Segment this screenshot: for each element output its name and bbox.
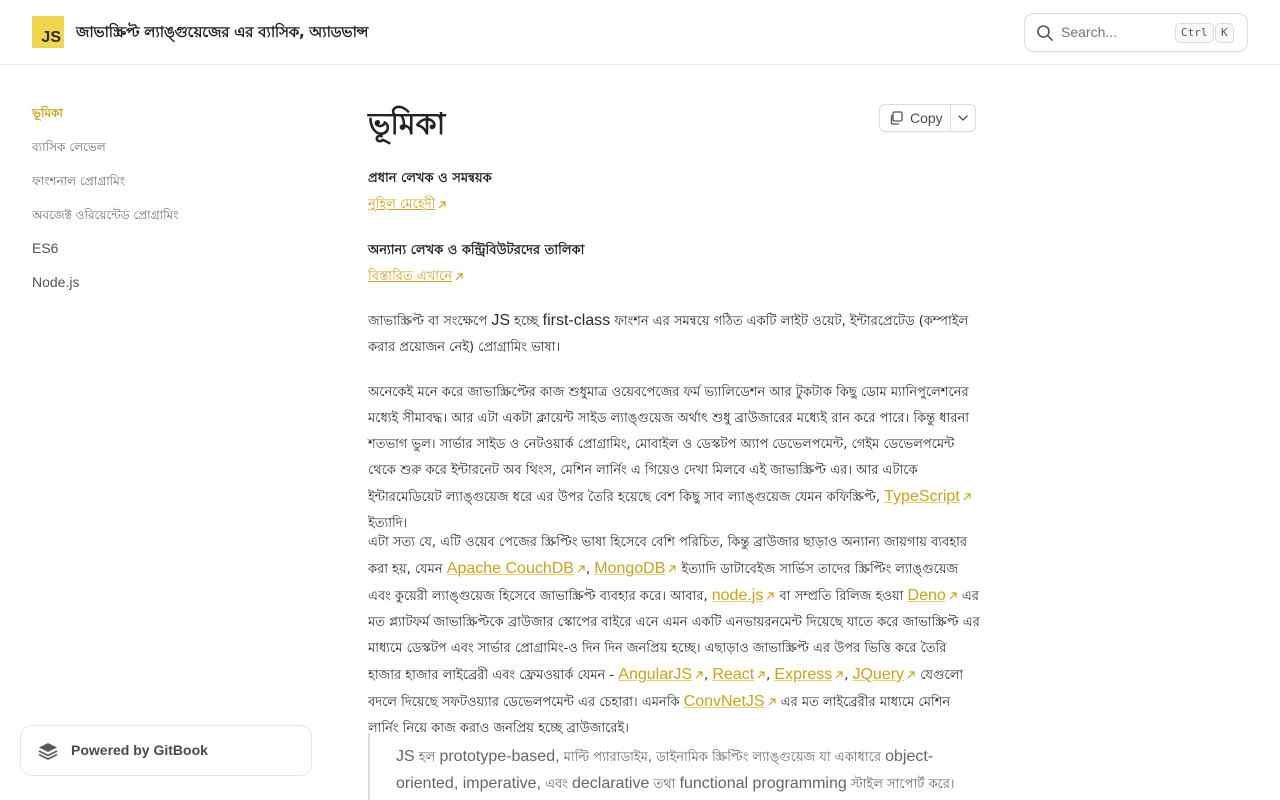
link-text: MongoDB: [594, 560, 666, 577]
external-link-icon: [767, 697, 777, 707]
intro-paragraph-3: [368, 530, 980, 742]
text-span: prototype-based,: [439, 748, 560, 765]
sidebar-item-nodejs[interactable]: Node.js: [32, 274, 80, 290]
sidebar-item-es6[interactable]: ES6: [32, 240, 59, 256]
couchdb-link[interactable]: [447, 560, 586, 577]
react-link[interactable]: [712, 666, 766, 683]
external-link-icon: [834, 670, 844, 680]
contributors-link[interactable]: [368, 267, 464, 288]
text-span: যেগুলো বদলে দিয়েছে সফটওয়্যার ডেভেলপমেন্ট এর চেহারা। এমনকি: [368, 668, 964, 710]
external-link-icon: [948, 591, 958, 601]
sidebar-item-oop[interactable]: অবজেক্ট ওরিয়েন্টেড প্রোগ্রামিং: [32, 208, 179, 222]
powered-by-gitbook-button[interactable]: [20, 725, 312, 776]
link-text: ConvNetJS: [683, 693, 765, 710]
text-span: মাল্টি প্যারাডাইম, ডাইনামিক স্ক্রিপ্টিং ল্যাঙ্গুয়েজ যা একাধারে: [559, 750, 886, 765]
shortcut-ctrl-key: Ctrl: [1175, 23, 1214, 43]
external-link-icon: [694, 670, 704, 680]
link-text: AngularJS: [618, 666, 693, 683]
link-text: JQuery: [852, 666, 905, 683]
mongodb-link[interactable]: [594, 560, 677, 577]
typescript-link[interactable]: [884, 488, 972, 505]
blockquote-text: [396, 744, 976, 798]
text-span: first-class: [542, 312, 611, 329]
link-text: Deno: [907, 587, 946, 604]
text-span: declarative: [571, 775, 650, 792]
contributors-link-text: বিস্তারিত এখানে: [368, 269, 453, 284]
deno-link[interactable]: [908, 587, 958, 604]
link-text: React: [712, 666, 755, 683]
sidebar-item-functional-programming[interactable]: ফাংশনাল প্রোগ্রামিং: [32, 174, 125, 188]
intro-paragraph-1: [368, 308, 980, 361]
external-link-icon: [906, 670, 916, 680]
text-span: functional programming: [679, 775, 847, 792]
contributors-heading: অন্যান্য লেখক ও কন্ট্রিবিউটরদের তালিকা: [368, 243, 585, 258]
copy-icon: [889, 111, 903, 125]
lead-author-link-text: নুহিল মেহেদী: [368, 197, 436, 212]
copy-options-dropdown[interactable]: [951, 105, 975, 131]
link-text: Apache CouchDB: [446, 560, 574, 577]
text-span: ইত্যাদি ডাটাবেইজ সার্ভিস তাদের স্ক্রিপ্টিং ল্যাঙ্গুয়েজ এবং কুয়েরী ল্যাঙ্গুয়েজ হিসেবে জাভাস্ক্রিপ্ট ব্যবহার করে। আবার,: [368, 562, 959, 604]
text-span: বা সম্প্রতি রিলিজ হওয়া: [775, 589, 908, 604]
external-link-icon: [765, 591, 775, 601]
text-span: object-oriented, imperative,: [396, 748, 934, 792]
search-placeholder: Search...: [1061, 24, 1118, 40]
text-span: অনেকেই মনে করে জাভাস্ক্রিপ্টের কাজ শুধুমাত্র ওয়েবপেজের ফর্ম ভ্যালিডেশন আর টুকটাক কিছু ডোম ম্যানিপুলেশনের মধ্যেই সীমাবদ্ধ। আর এটা একটা ক্লায়েন্ট সাইড ল্যাঙ্গুয়েজ অর্থাৎ শুধু ব্রাউজারের মধ্যেই রান করে পারে। কিন্তু ধারনা শতভাগ ভুল। সার্ভার সাইড ও নেটওয়ার্ক প্রোগ্রামিং, মোবাইল ও ডেস্কটপ অ্যাপ ডেভেলপমেন্ট, গেইম ডেভেলপমেন্ট থেকে শুরু করে ইন্টারনেট অব থিংস, মেশিন লার্নিং এ গিয়েও দেখা মিলবে এই জাভাস্ক্রিপ্ট এর। আর এটাকে ইন্টারমেডিয়েট ল্যাঙ্গুয়েজ ধরে এর উপর তৈরি হয়েছে বেশ কিছু সাব ল্যাঙ্গুয়েজ যেমন কফিস্ক্রিপ্ট,: [368, 385, 970, 505]
convnetjs-link[interactable]: [684, 693, 777, 710]
site-logo[interactable]: [32, 16, 64, 48]
text-span: এর মত লাইব্রেরীর মাধ্যমে মেশিন লার্নিং নিয়ে কাজ করাও জনপ্রিয় হচ্ছে ব্রাউজারেই।: [368, 695, 951, 736]
copy-button-group: [879, 104, 976, 132]
external-link-icon: [454, 272, 464, 282]
external-link-icon: [437, 200, 447, 210]
link-text: Express: [774, 666, 833, 683]
text-span: ফাংশন এর সমন্বয়ে গঠিত একটি লাইট ওয়েট, ইন্টারপ্রেটেড (কম্পাইল করার প্রয়োজন নেই) প্রোগ্রামিং ভাষা।: [368, 314, 969, 355]
external-link-icon: [667, 564, 677, 574]
sidebar-item-intro[interactable]: ভূমিকা: [32, 106, 63, 120]
powered-by-label: Powered by GitBook: [71, 742, 208, 758]
search-icon: [1036, 24, 1054, 42]
copy-label: Copy: [910, 110, 943, 126]
jquery-link[interactable]: [852, 666, 916, 683]
text-span: এটা সত্য যে, এটি ওয়েব পেজের স্ক্রিপ্টিং ভাষা হিসেবে বেশি পরিচিত, কিন্তু ব্রাউজার ছাড়াও অন্যান্য জায়গায় ব্যবহার করা হয়, যেমন: [368, 535, 968, 577]
nodejs-link[interactable]: [712, 587, 776, 604]
link-text: TypeScript: [884, 488, 960, 505]
intro-paragraph-2: [368, 380, 980, 537]
text-span: তথা: [649, 777, 680, 792]
text-span: ,: [766, 668, 775, 683]
text-span: হল: [414, 750, 440, 765]
text-span: এর মত প্ল্যাটফর্ম জাভাস্ক্রিপ্টকে ব্রাউজার স্কোপের বাইরে এনে এমন একটি এনভায়রনমেন্ট দিয়েছে যাতে করে জাভাস্ক্রিপ্ট এর মাধ্যমে ডেস্কটপ এবং সার্ভার প্রোগ্রামিং-ও দিন দিন জনপ্রিয় হচ্ছে। এছাড়াও জাভাস্ক্রিপ্ট এর উপর ভিত্তি করে তৈরি হাজার হাজার লাইব্রেরী এবং ফ্রেমওয়ার্ক যেমন -: [368, 589, 980, 683]
search-box[interactable]: [1024, 13, 1248, 52]
text-span: হচ্ছে: [510, 314, 543, 329]
external-link-icon: [756, 670, 766, 680]
text-span: ,: [585, 562, 595, 577]
text-span: JS: [491, 312, 510, 329]
chevron-down-icon: [957, 112, 969, 124]
site-title[interactable]: জাভাস্ক্রিপ্ট ল্যাঙ্গুয়েজের এর ব্যাসিক, অ্যাডভান্স: [76, 23, 369, 41]
express-link[interactable]: [774, 666, 844, 683]
copy-button[interactable]: [880, 105, 951, 131]
text-span: ,: [844, 668, 853, 683]
page-title: ভূমিকা: [368, 107, 446, 142]
text-span: এবং: [540, 777, 572, 792]
text-span: ,: [704, 668, 713, 683]
external-link-icon: [576, 564, 586, 574]
external-link-icon: [962, 492, 972, 502]
text-span: JS: [396, 748, 415, 765]
text-span: ইত্যাদি।: [368, 516, 408, 531]
link-text: node.js: [711, 587, 764, 604]
text-span: জাভাস্ক্রিপ্ট বা সংক্ষেপে: [368, 314, 492, 329]
angularjs-link[interactable]: [618, 666, 704, 683]
shortcut-k-key: K: [1215, 23, 1234, 43]
top-header: [0, 0, 1280, 65]
blockquote: [368, 733, 980, 800]
lead-author-link[interactable]: [368, 195, 447, 216]
lead-author-heading: প্রধান লেখক ও সমন্বয়ক: [368, 171, 492, 186]
logo-text: JS: [41, 29, 61, 46]
text-span: স্টাইল সাপোর্ট করে।: [846, 777, 955, 792]
sidebar-item-basic-level[interactable]: ব্যাসিক লেভেল: [32, 140, 106, 154]
gitbook-icon: [37, 741, 59, 761]
